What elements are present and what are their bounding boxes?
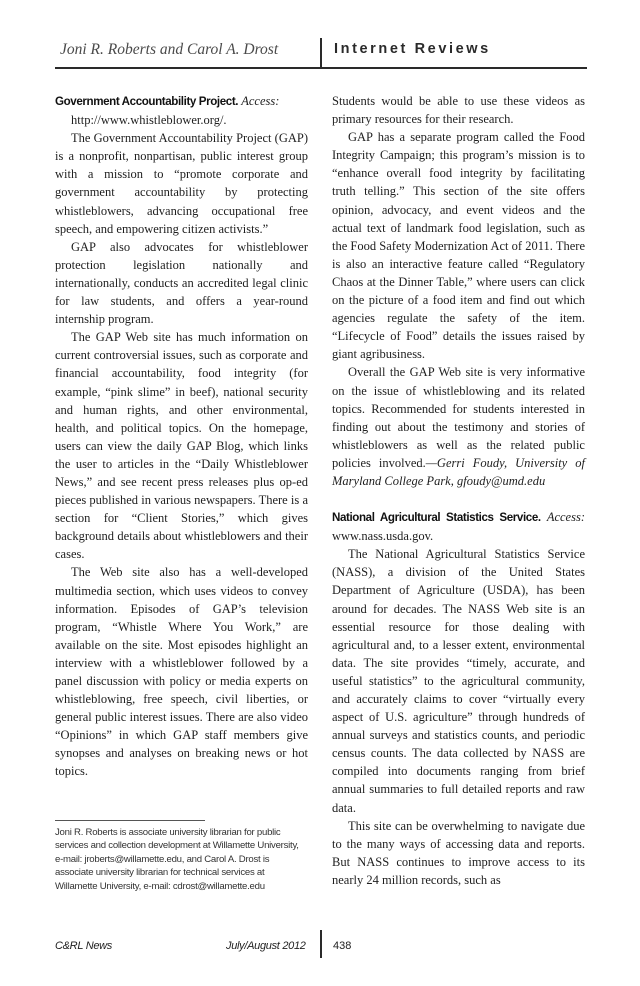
author-footnote: Joni R. Roberts is associate university librarian for public services and collection development at Willamette University, e-mail: jroberts@willamette.edu, and Carol A. Drost is associate university librarian for technical services at Willamette University, e-mail: cdrost@willamette.edu [55,827,299,892]
footnote-rule [55,820,205,821]
gap-entry-heading [55,92,308,111]
gap-paragraph-5: GAP has a separate program called the Food Integrity Campaign; this program’s mission is to “enhance overall food integrity by facilitating truth telling.” This section of the site offers opinion, advocacy, and event videos and the actual text of landmark food legislation, such as the Food Safety Modernization Act of 2011. There is also an interactive feature called “Regulatory Chaos at the Dinner Table,” where users can click on the picture of a food item and find out which agencies regulate the safety of the item. “Lifecycle of Food” details the issues raised by giant agribusiness. [332,130,585,362]
header-horizontal-rule [55,67,587,69]
gap-paragraph-1: The Government Accountability Project (GAP) is a nonprofit, nonpartisan, public interest group with a mission to “promote corporate and government accountability by protecting whistleblowers, advancing occupational free speech, and empowering citizen activists.” [55,131,308,236]
nass-access-label: Access: [546,510,585,525]
right-column [332,92,585,889]
gap-url: http://www.whistleblower.org/. [71,113,227,128]
gap-conclusion: Overall the GAP Web site is very informative on the issue of whistleblowing and its related topics. Recommended for students interested in finding out about the testimony and stories of whistleblowers as well as the related public policies involved. [332,365,585,470]
gap-reviewer-credit: —Gerri Foudy, University of Maryland College Park, gfoudy@umd.edu [332,455,585,488]
nass-url: www.nass.usda.gov. [332,529,434,544]
footer-issue-date: July/August 2012 [226,940,306,952]
footer-vertical-rule [320,930,322,958]
footer-publication: C&RL News [55,940,113,952]
gap-title: Government Accountability Project. [55,95,239,108]
nass-paragraph-1: The National Agricultural Statistics Service (NASS), a division of the United States Department of Agriculture (USDA), has been around for decades. The NASS Web site is an essential resource for those dealing with agricultural and, to a lesser extent, environmental data. The site provides “timely, accurate, and useful statistics” to the agricultural community, and accurately claims to cover “virtually every aspect of U.S. agriculture” through hundreds of annual surveys and statistics counts, and periodic census counts. The data collected by NASS are compiled into documents ranging from brief annual summaries to full detailed reports and raw data. [332,547,585,815]
gap-paragraph-4-continued: Students would be able to use these videos as primary resources for their research. [332,94,585,127]
gap-paragraph-3: The GAP Web site has much information on current controversial issues, such as corporate and financial accountability, food integrity (for example, “pink slime” in beef), national security and human rights, and other environmental, health, and political topics. On the homepage, users can view the daily GAP Blog, which links the user to articles in the “Daily Whistleblower News,” and see recent press releases plus op-ed pieces published in various newspapers. There is a section for “Client Stories,” which gives background details about whistleblowers and their cases. [55,330,308,562]
nass-paragraph-2: This site can be overwhelming to navigate due to the many ways of accessing data and reports. But NASS continues to improve access to its nearly 24 million records, such as [332,818,585,887]
gap-conclusion-paragraph [332,363,585,490]
running-header-authors: Joni R. Roberts and Carol A. Drost [60,41,279,58]
nass-entry-heading [332,508,585,545]
header-vertical-rule [320,38,322,68]
footer-page-number: 438 [333,940,352,952]
gap-access-label: Access: [241,94,280,108]
gap-paragraph-4: The Web site also has a well-developed multimedia section, which uses videos to convey information. Episodes of GAP’s television program, “Whistle Where You Work,” are available on the site. Most episodes highlight an interview with a whistleblower followed by a panel discussion with policy or media experts on whistleblowing, free speech, civil liberties, or general public interest issues. There are also video “Opinions” in which GAP staff members give synopses and analyses on breaking news or hot topics. [55,565,308,779]
left-column [55,92,308,781]
nass-title: National Agricultural Statistics Service. [332,511,541,525]
running-header-section: Internet Reviews [334,41,491,57]
gap-paragraph-2: GAP also advocates for whistleblower protection legislation nationally and internationally, conducts an accredited legal clinic for law students, and offers a year-round internship program. [55,239,308,327]
